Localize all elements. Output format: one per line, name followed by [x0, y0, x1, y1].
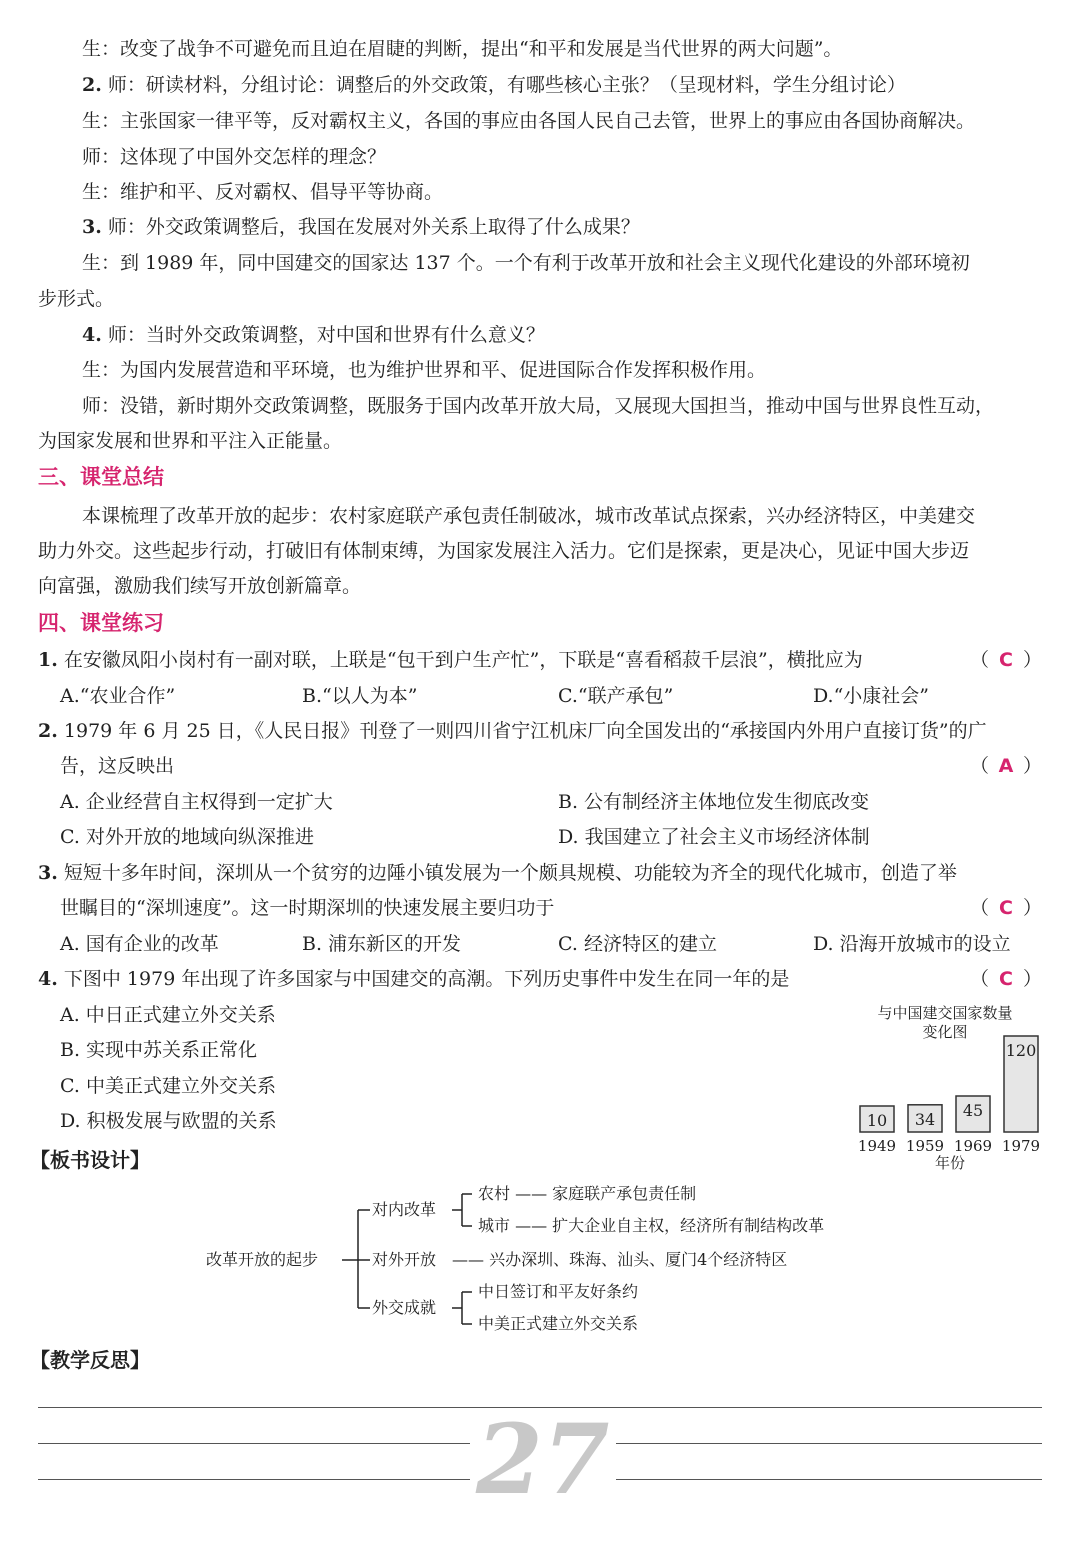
question-3-stem-cont: 世瞩目的“深圳速度”。这一时期深圳的快速发展主要归功于 [60, 897, 555, 919]
dialogue-line: 生：改变了战争不可避免而且迫在眉睫的判断，提出“和平和发展是当代世界的两大问题”。 [82, 38, 843, 60]
question-4-stem: 4. 下图中 1979 年出现了许多国家与中国建交的高潮。下列历史事件中发生在同一年的是 [38, 968, 790, 990]
option-a: A. 中日正式建立外交关系 [60, 1004, 276, 1026]
answer-letter: A [998, 755, 1014, 777]
option-d: D. 我国建立了社会主义市场经济体制 [558, 826, 870, 848]
chart-title-line1: 与中国建交国家数量 [877, 1004, 1013, 1022]
dialogue-line: 为国家发展和世界和平注入正能量。 [38, 430, 343, 452]
dialogue-line: 生：维护和平、反对霸权、倡导平等协商。 [82, 181, 444, 203]
bar-value-label: 34 [914, 1109, 936, 1129]
x-tick-label: 1949 [857, 1137, 897, 1155]
option-a: A.“农业合作” [60, 685, 176, 707]
board-branch-diplomacy: 外交成就 [372, 1298, 437, 1317]
board-leaf-sino-japan: 中日签订和平友好条约 [478, 1282, 639, 1301]
bar-value-label: 10 [866, 1111, 888, 1130]
option-a: A. 国有企业的改革 [60, 933, 219, 955]
board-branch-opening: 对外开放 [372, 1250, 437, 1269]
option-b: B. 浦东新区的开发 [302, 933, 462, 955]
board-root: 改革开放的起步 [206, 1250, 319, 1269]
question-1-answer: （ C ） [969, 649, 1042, 671]
board-branch-internal-reform: 对内改革 [372, 1200, 437, 1219]
answer-letter: C [999, 968, 1013, 990]
board-leaf-sez: —— 兴办深圳、珠海、汕头、厦门4个经济特区 [452, 1250, 788, 1269]
option-d: D. 沿海开放城市的设立 [813, 933, 1011, 955]
dialogue-line: 生：到 1989 年，同中国建交的国家达 137 个。一个有利于改革开放和社会主义现代化建设的外部环境初 [82, 252, 970, 274]
page-number: 27 [470, 1410, 616, 1510]
option-c: C. 对外开放的地域向纵深推进 [60, 826, 314, 848]
dialogue-line: 生：主张国家一律平等，反对霸权主义，各国的事应由各国人民自己去管，世界上的事应由各国协商解决。 [82, 110, 976, 132]
option-d: D.“小康社会” [813, 685, 930, 707]
option-c: C. 中美正式建立外交关系 [60, 1075, 276, 1097]
dialogue-line: 师：这体现了中国外交怎样的理念？ [82, 146, 387, 168]
dialogue-line: 步形式。 [38, 288, 115, 310]
dialogue-line: 师：没错，新时期外交政策调整，既服务于国内改革开放大局，又展现大国担当，推动中国与世界良性互动， [82, 395, 995, 417]
dialogue-line: 4. 师：当时外交政策调整，对中国和世界有什么意义？ [82, 324, 545, 346]
question-3-stem: 3. 短短十多年时间，深圳从一个贫穷的边陲小镇发展为一个颇具规模、功能较为齐全的现代化城市，创造了举 [38, 862, 957, 884]
option-b: B.“以人为本” [302, 685, 418, 707]
question-1-stem: 1. 在安徽凤阳小岗村有一副对联，上联是“包干到户生产忙”，下联是“喜看稻菽千层浪”，横批应为 [38, 649, 863, 671]
dialogue-line: 3. 师：外交政策调整后，我国在发展对外关系上取得了什么成果？ [82, 216, 640, 238]
option-c: C. 经济特区的建立 [558, 933, 717, 955]
option-b: B. 实现中苏关系正常化 [60, 1039, 258, 1061]
x-tick-label: 1959 [905, 1137, 945, 1155]
board-leaf-sino-us: 中美正式建立外交关系 [478, 1314, 639, 1333]
x-tick-label: 1969 [953, 1137, 993, 1155]
option-d: D. 积极发展与欧盟的关系 [60, 1110, 277, 1132]
summary-line: 本课梳理了改革开放的起步：农村家庭联产承包责任制破冰，城市改革试点探索，兴办经济特区，中美建交 [82, 505, 976, 527]
board-heading: 【板书设计】 [30, 1148, 150, 1172]
practice-heading: 四、课堂练习 [38, 611, 164, 635]
board-leaf-rural: 农村 —— 家庭联产承包责任制 [478, 1184, 697, 1203]
bar-value-label: 120 [1005, 1041, 1037, 1060]
option-b: B. 公有制经济主体地位发生彻底改变 [558, 791, 870, 813]
option-c: C.“联产承包” [558, 685, 674, 707]
board-leaf-urban: 城市 —— 扩大企业自主权，经济所有制结构改革 [478, 1216, 825, 1235]
question-3-answer: （ C ） [969, 897, 1042, 919]
summary-line: 助力外交。这些起步行动，打破旧有体制束缚，为国家发展注入活力。它们是探索，更是决心，见证中国大步迈 [38, 540, 970, 562]
answer-letter: C [999, 897, 1013, 919]
reflection-heading: 【教学反思】 [30, 1348, 150, 1372]
question-4-answer: （ C ） [969, 968, 1042, 990]
chart-title-line2: 变化图 [922, 1023, 968, 1041]
question-2-stem: 2. 1979 年 6 月 25 日，《人民日报》刊登了一则四川省宁江机床厂向全国发出的“承接国内外用户直接订货”的广 [38, 720, 987, 742]
question-2-stem-cont: 告，这反映出 [60, 755, 175, 777]
summary-line: 向富强，激励我们续写开放创新篇章。 [38, 575, 362, 597]
x-tick-label: 1979 [1001, 1137, 1041, 1155]
dialogue-line: 2. 师：研读材料，分组讨论：调整后的外交政策，有哪些核心主张？（呈现材料，学生分组讨论） [82, 74, 906, 96]
answer-letter: C [999, 649, 1013, 671]
x-axis-label: 年份 [934, 1154, 966, 1172]
dialogue-line: 生：为国内发展营造和平环境，也为维护世界和平、促进国际合作发挥积极作用。 [82, 359, 767, 381]
bar-value-label: 45 [962, 1101, 984, 1120]
question-2-answer: （ A ） [969, 755, 1042, 777]
summary-heading: 三、课堂总结 [38, 465, 164, 489]
option-a: A. 企业经营自主权得到一定扩大 [60, 791, 333, 813]
